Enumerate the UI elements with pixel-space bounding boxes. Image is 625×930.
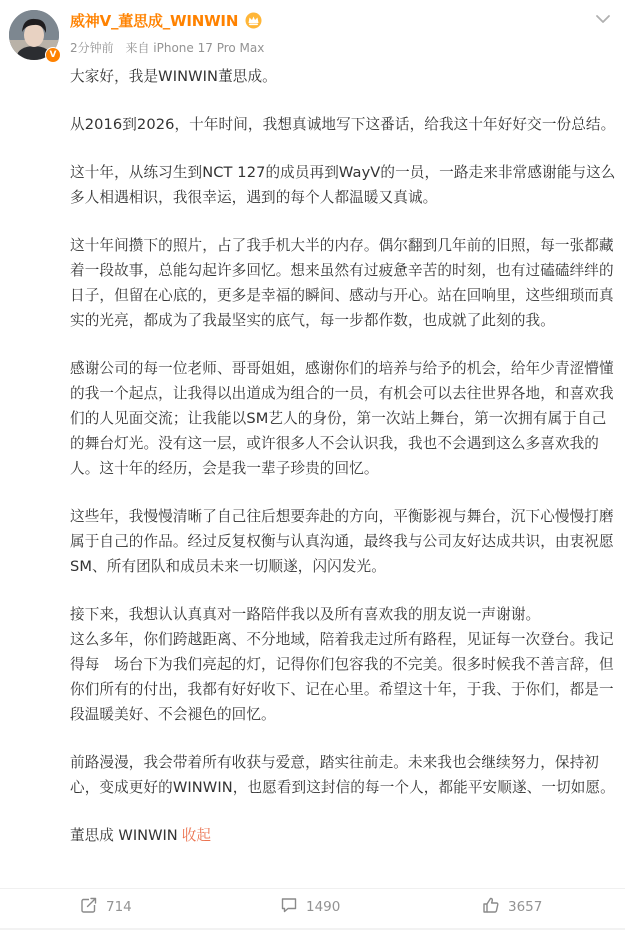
like-icon: [482, 896, 508, 918]
post-header: [0, 0, 625, 62]
comment-icon: [280, 896, 306, 918]
post-source: 来自 iPhone 17 Pro Max: [125, 41, 265, 55]
post-signature-row: [70, 823, 618, 848]
comment-button[interactable]: [280, 897, 340, 917]
collapse-link[interactable]: 收起: [181, 827, 211, 844]
verified-v-icon: V: [45, 47, 61, 63]
post-body: [70, 64, 618, 848]
post-paragraph: 从2016到2026，十年时间，我想真诚地写下这番话，给我这十年好好交一份总结。: [70, 116, 616, 133]
post-paragraph: 这些年，我慢慢清晰了自己往后想要奔赴的方向，平衡影视与舞台，沉下心慢慢打磨属于自己的作品。经过反复权衡与认真沟通，最终我与公司友好达成共识，由衷祝愿SM、所有团队和成员未来一切顺遂，闪闪发光。: [70, 508, 614, 575]
post-actions: [0, 888, 625, 919]
post-paragraph: 大家好，我是WINWIN董思成。: [70, 68, 277, 85]
comment-count: 1490: [306, 899, 341, 915]
post-paragraph: 前路漫漫，我会带着所有收获与爱意，踏实往前走。未来我也会继续努力，保持初心，变成更好的WINWIN，也愿看到这封信的每一个人，都能平安顺遂、一切如愿。: [70, 754, 615, 796]
repost-button[interactable]: [80, 897, 132, 917]
chevron-down-icon[interactable]: [592, 12, 614, 28]
post-paragraph: 这十年间攒下的照片，占了我手机大半的内存。偶尔翻到几年前的旧照，每一张都藏着一段故事，总能勾起许多回忆。想来虽然有过疲惫辛苦的时刻，也有过磕磕绊绊的日子，但留在心底的，更多是幸福的瞬间、感动与开心。站在回响里，这些细琐而真实的光亮，都成为了我最坚实的底气，每一步都作数，也成就了此刻的我。: [70, 237, 614, 329]
post-paragraph: 这么多年，你们跨越距离、不分地域，陪着我走过所有路程，见证每一次登台。我记得每 场台下为我们亮起的灯，记得你们包容我的不完美。很多时候我不善言辞，但你们所有的付出，我都有好好收下、记在心里。希望这十年，于我、于你们，都是一段温暖美好、不会褪色的回忆。: [70, 631, 614, 723]
post-time[interactable]: 2分钟前: [70, 41, 114, 55]
author-name[interactable]: 威神V_董思成_WINWIN: [70, 12, 239, 30]
like-button[interactable]: [482, 897, 542, 917]
post-signature: 董思成 WINWIN: [70, 827, 178, 844]
repost-icon: [80, 896, 106, 918]
author-name-row[interactable]: [70, 10, 262, 33]
post-paragraph: 接下来，我想认认真真对一路陪伴我以及所有喜欢我的朋友说一声谢谢。: [70, 606, 541, 623]
like-count: 3657: [508, 899, 543, 915]
crown-icon: [245, 12, 262, 33]
post-paragraph: 感谢公司的每一位老师、哥哥姐姐，感谢你们的培养与给予的机会，给年少青涩懵懂的我一个起点，让我得以出道成为组合的一员，有机会可以去往世界各地，和喜欢我们的人见面交流；让我能以SM艺人的身份，第一次站上舞台，第一次拥有属于自己的舞台灯光。没有这一层，或许很多人不会认识我，我也不会遇到这么多喜欢我的人。这十年的经历，会是我一辈子珍贵的回忆。: [70, 360, 614, 477]
post-meta: [70, 39, 264, 56]
post-paragraph: 这十年，从练习生到NCT 127的成员再到WayV的一员，一路走来非常感谢能与这么多人相遇相识，我很幸运，遇到的每个人都温暖又真诚。: [70, 164, 616, 206]
repost-count: 714: [106, 899, 132, 915]
